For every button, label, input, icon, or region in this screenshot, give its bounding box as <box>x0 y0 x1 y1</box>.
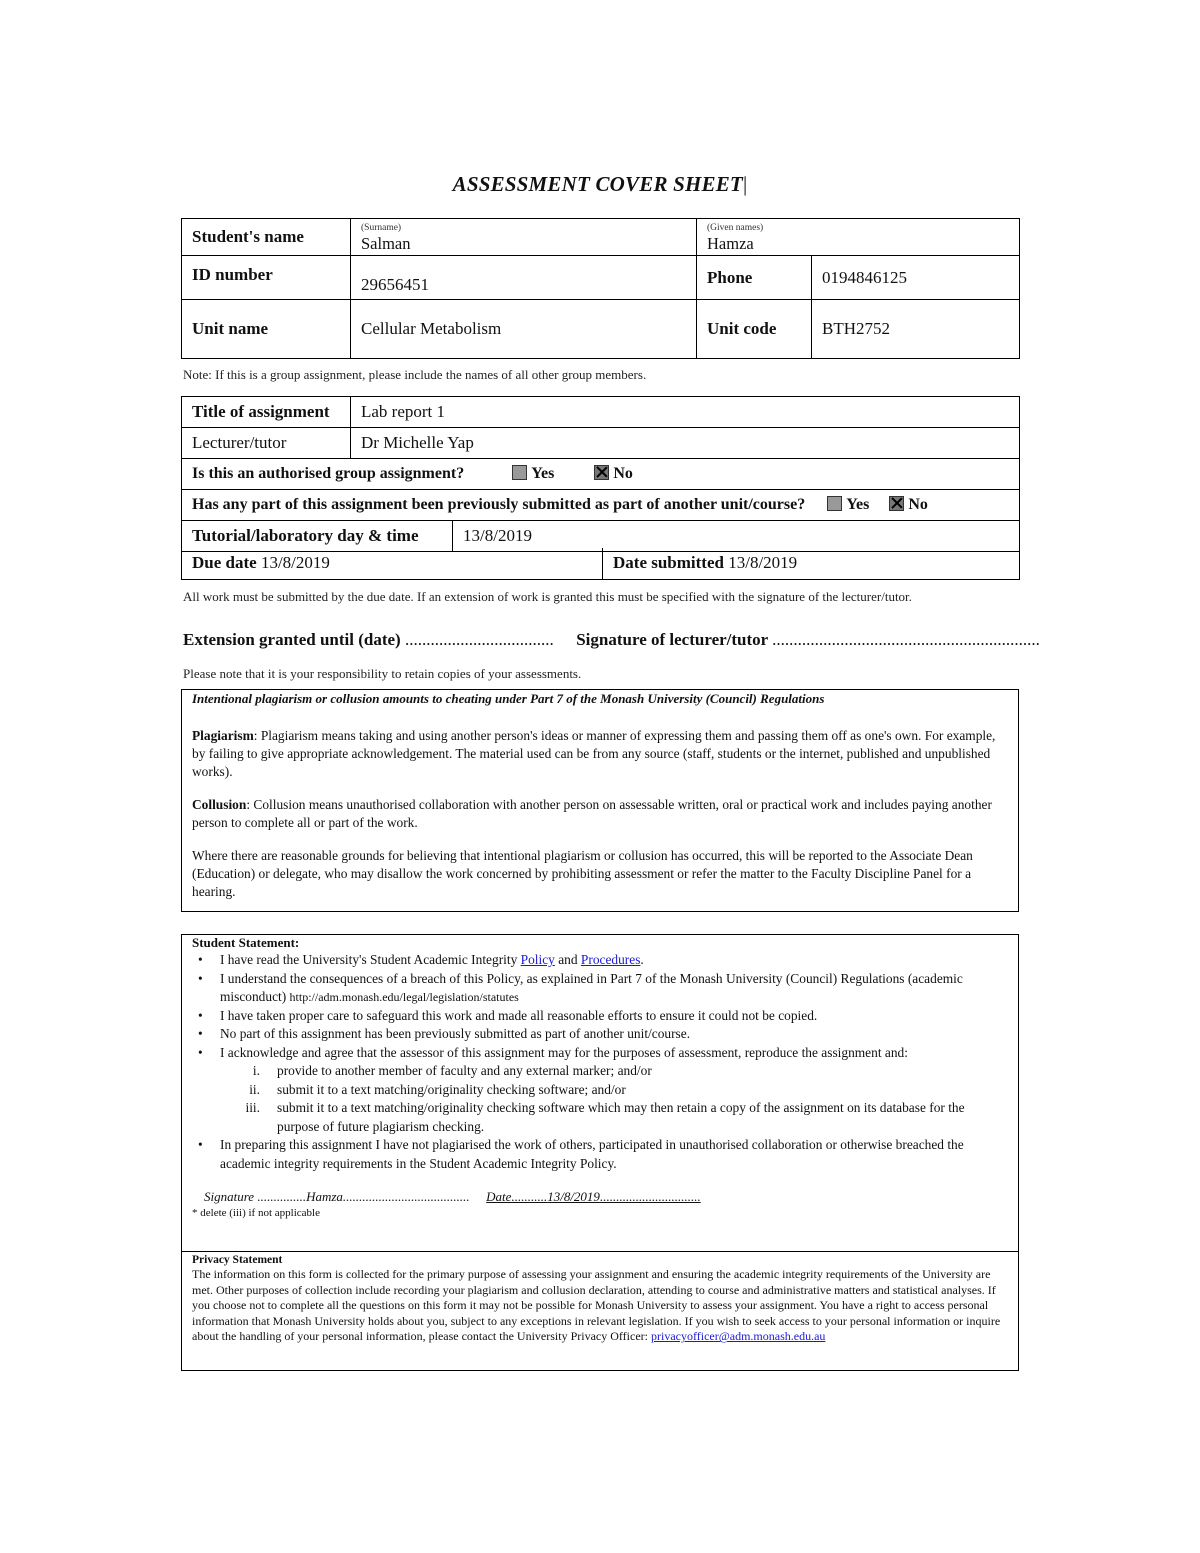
item6-text: In preparing this assignment I have not plagiarised the work of others, participated in unauthorised collaboration or otherwise breached the academic integrity requirements in the Student Academic Integrity Policy. <box>220 1137 964 1171</box>
lecturer-signature-dots[interactable]: ............................................................... <box>772 630 1040 649</box>
student-name-row <box>182 219 1020 256</box>
previous-yes-label: Yes <box>846 496 870 513</box>
due-date-cell[interactable] <box>182 548 603 579</box>
item1-mid: and <box>554 952 581 967</box>
plagiarism-paragraph <box>192 727 1008 781</box>
privacy-heading: Privacy Statement <box>192 1254 283 1266</box>
bullet: • <box>198 1137 203 1152</box>
tutorial-value[interactable]: 13/8/2019 <box>453 521 1020 552</box>
given-names-cell[interactable] <box>697 219 1020 256</box>
previous-yes-checkbox[interactable] <box>827 496 842 511</box>
statement-list <box>192 951 1008 1062</box>
extension-line <box>183 630 1040 650</box>
statement-sublist <box>192 1062 1008 1136</box>
id-number-label: ID number <box>182 256 351 300</box>
submitted-date-value: 13/8/2019 <box>728 553 798 573</box>
lecturer-label: Lecturer/tutor <box>182 428 351 459</box>
page-title <box>0 172 1200 197</box>
delete-note: * delete (iii) if not applicable <box>192 1207 320 1219</box>
date-value[interactable]: 13/8/2019 <box>547 1189 600 1204</box>
extension-granted-dots[interactable]: ................................... <box>404 630 554 649</box>
sub-item-number: i. <box>252 1063 260 1078</box>
id-phone-row <box>182 256 1020 300</box>
plagiarism-box <box>181 689 1019 912</box>
group-yes-checkbox[interactable] <box>512 465 527 480</box>
signature-label: Signature <box>204 1189 255 1204</box>
extension-granted-label: Extension granted until (date) <box>183 630 401 649</box>
previous-submission-cell <box>182 490 1020 521</box>
bullet: • <box>198 970 203 986</box>
collusion-text: : Collusion means unauthorised collaboration with another person on assessable written, oral or practical work and includes paying another person to complete all or part of the work. <box>192 797 992 830</box>
privacy-box <box>181 1251 1019 1371</box>
statement-item <box>192 1007 1008 1026</box>
item1-post: . <box>640 952 644 967</box>
statement-heading: Student Statement: <box>192 935 300 950</box>
sub-item <box>192 1062 1008 1081</box>
date-dots: ........... <box>511 1189 548 1204</box>
statement-list-end <box>192 1136 1008 1173</box>
procedures-link[interactable]: Procedures <box>580 952 641 967</box>
item1-text: I have read the University's Student Academic Integrity <box>220 952 521 967</box>
tutorial-label: Tutorial/laboratory day & time <box>182 521 453 552</box>
retain-note: Please note that it is your responsibility to retain copies of your assessments. <box>183 666 582 681</box>
previous-no-checkbox[interactable] <box>889 496 904 511</box>
statement-item <box>192 1136 1008 1173</box>
item5-text: I acknowledge and agree that the assessor of this assignment may for the purposes of assessment, reproduce the assignment and: <box>220 1044 908 1060</box>
assignment-title-label: Title of assignment <box>182 397 351 428</box>
tutorial-row <box>182 521 1020 552</box>
sub-item-text: submit it to a text matching/originality checking software which may then retain a copy of the assignment on its database for the purpose of future plagiarism checking. <box>277 1100 965 1134</box>
title-row <box>182 397 1020 428</box>
given-names-value: Hamza <box>707 233 754 253</box>
unit-name-label: Unit name <box>182 300 351 359</box>
item2-text: I understand the consequences of a breach of this Policy, as explained in Part 7 of the Monash University (Council) Regulations (academic misconduct) <box>220 970 963 1004</box>
extension-note: All work must be submitted by the due date. If an extension of work is granted this must be specified with the signature of the lecturer/tutor. <box>183 589 912 604</box>
plagiarism-text: : Plagiarism means taking and using another person's ideas or manner of expressing them and passing them off as one's own. For example, by failing to give appropriate acknowledgement. The material used can be from any source (staff, students or the internet, published and unpublished works). <box>192 728 996 779</box>
unit-code-value[interactable]: BTH2752 <box>812 300 1020 359</box>
group-yes-label: Yes <box>531 465 555 482</box>
signature-dots: ....................................... <box>342 1189 470 1204</box>
privacy-email-link[interactable]: privacyofficer@adm.monash.edu.au <box>650 1329 826 1344</box>
statement-item <box>192 1044 1008 1063</box>
sub-item-text: submit it to a text matching/originality checking software; and/or <box>277 1081 626 1097</box>
given-names-hint: (Given names) <box>707 222 764 233</box>
student-statement-box <box>181 934 1019 1252</box>
previous-question: Has any part of this assignment been previously submitted as part of another unit/course? <box>192 496 806 513</box>
surname-cell[interactable] <box>351 219 697 256</box>
date-dots: ............................... <box>599 1189 701 1204</box>
statement-item <box>192 970 1008 1007</box>
unit-row <box>182 300 1020 359</box>
date-group <box>486 1189 701 1204</box>
previous-no-label: No <box>908 496 928 513</box>
id-number-value[interactable]: 29656451 <box>351 256 697 300</box>
grounds-paragraph: Where there are reasonable grounds for believing that intentional plagiarism or collusion has occurred, this will be reported to the Associate Dean (Education) or delegate, who may disallow the work concerned by prohibiting assessment or refer the matter to the Faculty Discipline Panel for a hearing. <box>192 848 973 899</box>
dates-table <box>181 548 1020 580</box>
plagiarism-term: Plagiarism <box>192 728 254 743</box>
group-assignment-cell <box>182 459 1020 490</box>
signature-value[interactable]: Hamza <box>306 1189 343 1204</box>
lecturer-signature-label: Signature of lecturer/tutor <box>576 630 768 649</box>
group-no-label: No <box>613 465 633 482</box>
group-assignment-row <box>182 459 1020 490</box>
student-name-label: Student's name <box>182 219 351 256</box>
sub-item <box>192 1081 1008 1100</box>
lecturer-row <box>182 428 1020 459</box>
due-date-value: 13/8/2019 <box>260 553 330 573</box>
privacy-body: The information on this form is collected for the primary purpose of assessing your assignment and ensuring the academic integrity requirements of the University are met. Other purposes of collection include recording your plagiarism and collusion declaration, attending to course and administrative matters and statistical analyses. If you choose not to complete all the questions on this form it may not be possible for Monash University to assess your assignment. You have a right to access personal information that Monash University holds about you, subject to any exceptions in relevant legislation. If you wish to seek access to your personal information or inquire about the handling of your personal information, please contact the University Privacy Officer: <box>192 1267 1001 1344</box>
phone-value[interactable]: 0194846125 <box>812 256 1020 300</box>
assignment-title-value[interactable]: Lab report 1 <box>351 397 1020 428</box>
item3-text: I have taken proper care to safeguard this work and made all reasonable efforts to ensure it could not be copied. <box>220 1007 818 1023</box>
bullet: • <box>198 952 203 967</box>
text-cursor: | <box>742 172 748 196</box>
sub-item-text: provide to another member of faculty and any external marker; and/or <box>277 1063 652 1078</box>
student-details-table <box>181 218 1020 359</box>
phone-label: Phone <box>697 256 812 300</box>
collusion-term: Collusion <box>192 797 247 812</box>
collusion-paragraph <box>192 796 1008 832</box>
submitted-date-label: Date submitted <box>613 553 724 573</box>
unit-code-label: Unit code <box>697 300 812 359</box>
sub-item-number: iii. <box>245 1100 260 1115</box>
item4-text: No part of this assignment has been previously submitted as part of another unit/course. <box>220 1026 691 1041</box>
previous-submission-row <box>182 490 1020 521</box>
statement-item <box>192 951 1008 970</box>
plagiarism-heading: Intentional plagiarism or collusion amounts to cheating under Part 7 of the Monash University (Council) Regulations <box>192 691 825 706</box>
date-label: Date <box>486 1189 512 1204</box>
group-note: Note: If this is a group assignment, please include the names of all other group members. <box>183 367 647 382</box>
due-date-label: Due date <box>192 553 257 573</box>
lecturer-value[interactable]: Dr Michelle Yap <box>351 428 1020 459</box>
surname-hint: (Surname) <box>361 222 402 233</box>
sub-item-number: ii. <box>249 1081 260 1097</box>
bullet: • <box>198 1044 203 1060</box>
surname-value: Salman <box>361 233 411 253</box>
statutes-url[interactable]: http://adm.monash.edu/legal/legislation/statutes <box>289 990 519 1004</box>
group-question: Is this an authorised group assignment? <box>192 465 465 482</box>
signature-dots: ............... <box>254 1189 307 1204</box>
submitted-date-cell[interactable] <box>603 548 1020 579</box>
privacy-text <box>192 1267 1008 1345</box>
bullet: • <box>198 1007 203 1023</box>
statement-item <box>192 1025 1008 1044</box>
dates-row <box>182 548 1020 579</box>
policy-link[interactable]: Policy <box>520 952 555 967</box>
assignment-table <box>181 396 1020 552</box>
sub-item <box>192 1099 1008 1136</box>
unit-name-value[interactable]: Cellular Metabolism <box>351 300 697 359</box>
bullet: • <box>198 1026 203 1041</box>
signature-line <box>192 1189 1008 1205</box>
title-text: ASSESSMENT COVER SHEET <box>452 172 743 196</box>
group-no-checkbox[interactable] <box>594 465 609 480</box>
